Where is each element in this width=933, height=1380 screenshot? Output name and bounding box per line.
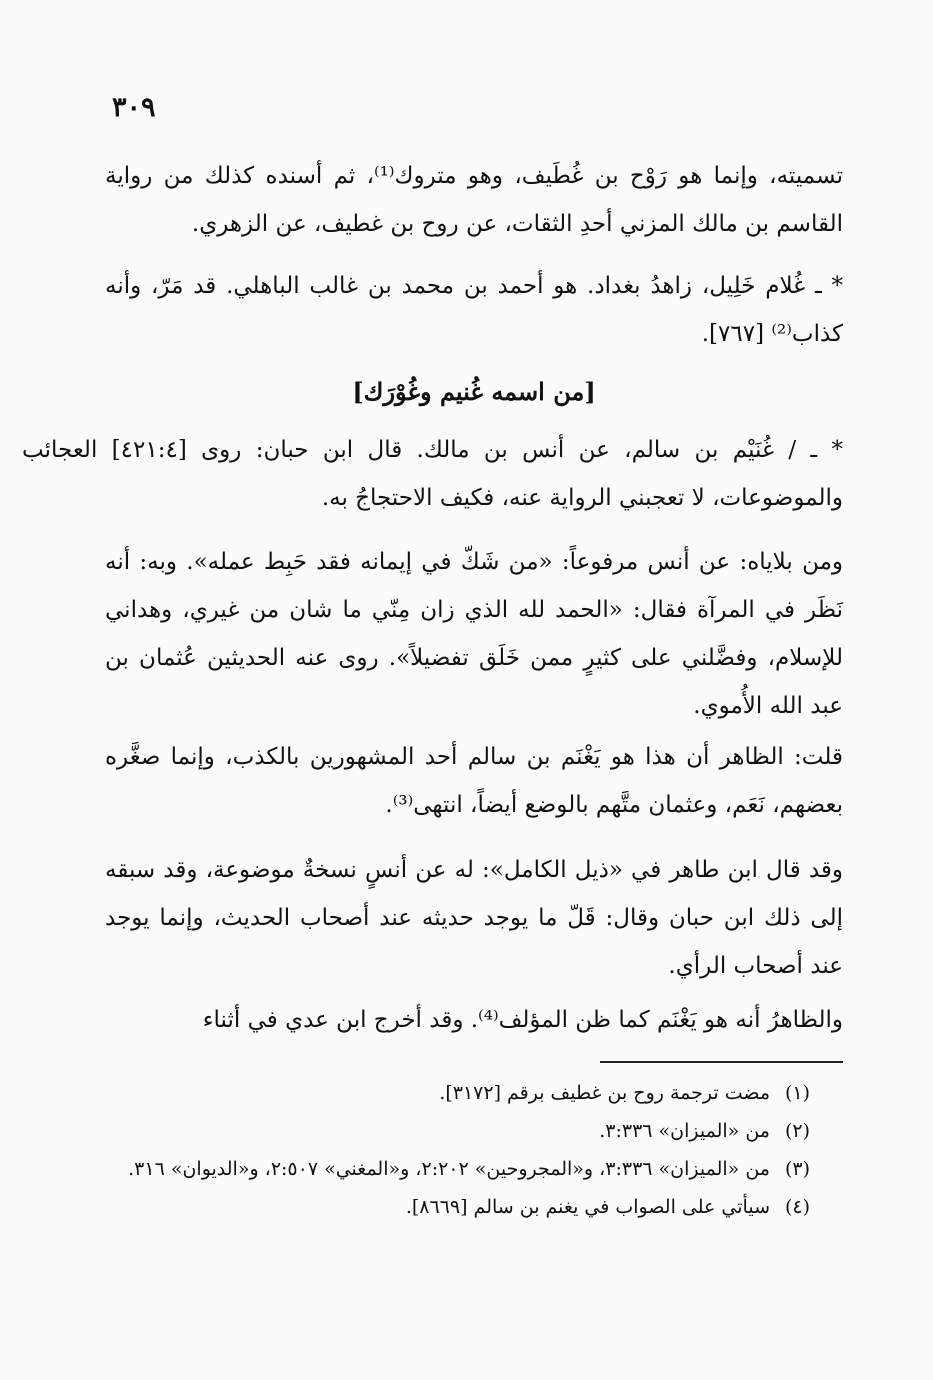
paragraph-2-text: * ـ غُلام خَلِيل، زاهدُ بغداد. هو أحمد بن محمد بن غالب الباهلي. قد مَرّ، وأنه كذاب⁽²⁾ [٧٦٧]. (105, 273, 843, 347)
footnote-2 (105, 1112, 810, 1150)
page-number: ٣٠٩ (112, 92, 156, 123)
section-heading: [من اسمه غُنيم وغُوْرَك] (352, 377, 596, 406)
paragraph-4 (105, 538, 843, 730)
footnote-3 (105, 1150, 810, 1188)
footnote-text: سيأتي على الصواب في يغنم بن سالم [٨٦٦٩]. (405, 1196, 770, 1218)
paragraph-4-text: ومن بلاياه: عن أنس مرفوعاً: «من شَكّ في إيمانه فقد حَبِط عمله». وبه: أنه نَظَر في المرآة فقال: «الحمد لله الذي زان مِنّي ما شان من غيري، وهداني للإسلام، وفضَّلني على كثيرٍ ممن خَلَق تفضيلاً». روى عنه الحديثين عُثمان بن عبد الله الأُموي. (105, 549, 843, 719)
footnote-divider (600, 1061, 843, 1063)
footnote-text: من «الميزان» ٣:٣٣٦. (599, 1120, 770, 1142)
paragraph-3 (22, 426, 843, 522)
footnote-4 (105, 1188, 810, 1226)
paragraph-7 (105, 996, 843, 1044)
footnote-number: (٤) (784, 1196, 810, 1218)
footnote-text: مضت ترجمة روح بن غطيف برقم [٣١٧٢]. (439, 1082, 770, 1104)
paragraph-5 (105, 733, 843, 829)
footnote-number: (٣) (784, 1158, 810, 1180)
footnote-text: من «الميزان» ٣:٣٣٦، و«المجروحين» ٢:٢٠٢، و«المغني» ٢:٥٠٧، و«الديوان» ٣١٦. (128, 1158, 770, 1180)
paragraph-2 (105, 262, 843, 358)
paragraph-7-text: والظاهرُ أنه هو يَغْنَم كما ظن المؤلف⁽⁴⁾. وقد أخرج ابن عدي في أثناء (202, 1007, 843, 1033)
footnote-number: (٢) (784, 1120, 810, 1142)
footnote-1 (105, 1074, 810, 1112)
footnotes (105, 1074, 810, 1226)
paragraph-5-text: قلت: الظاهر أن هذا هو يَغْنَم بن سالم أحد المشهورين بالكذب، وإنما صغَّره بعضهم، نَعَم، وعثمان متَّهم بالوضع أيضاً، انتهى⁽³⁾. (105, 744, 843, 818)
paragraph-6 (105, 846, 843, 990)
footnote-number: (١) (784, 1082, 810, 1104)
paragraph-3-text: * ـ / غُنَيْم بن سالم، عن أنس بن مالك. قال ابن حبان: روى [٤٢١:٤] العجائب والموضوعات، لا تعجبني الرواية عنه، فكيف الاحتجاجُ به. (22, 437, 844, 511)
paragraph-1-text: تسميته، وإنما هو رَوْح بن غُطَيف، وهو متروك⁽¹⁾، ثم أسنده كذلك من رواية القاسم بن مالك المزني أحدِ الثقات، عن روح بن غطيف، عن الزهري. (105, 163, 844, 237)
paragraph-6-text: وقد قال ابن طاهر في «ذيل الكامل»: له عن أنسٍ نسخةٌ موضوعة، وقد سبقه إلى ذلك ابن حبان وقال: قَلّ ما يوجد حديثه عند أصحاب الحديث، وإنما يوجد عند أصحاب الرأي. (105, 857, 843, 979)
paragraph-1 (105, 152, 843, 248)
